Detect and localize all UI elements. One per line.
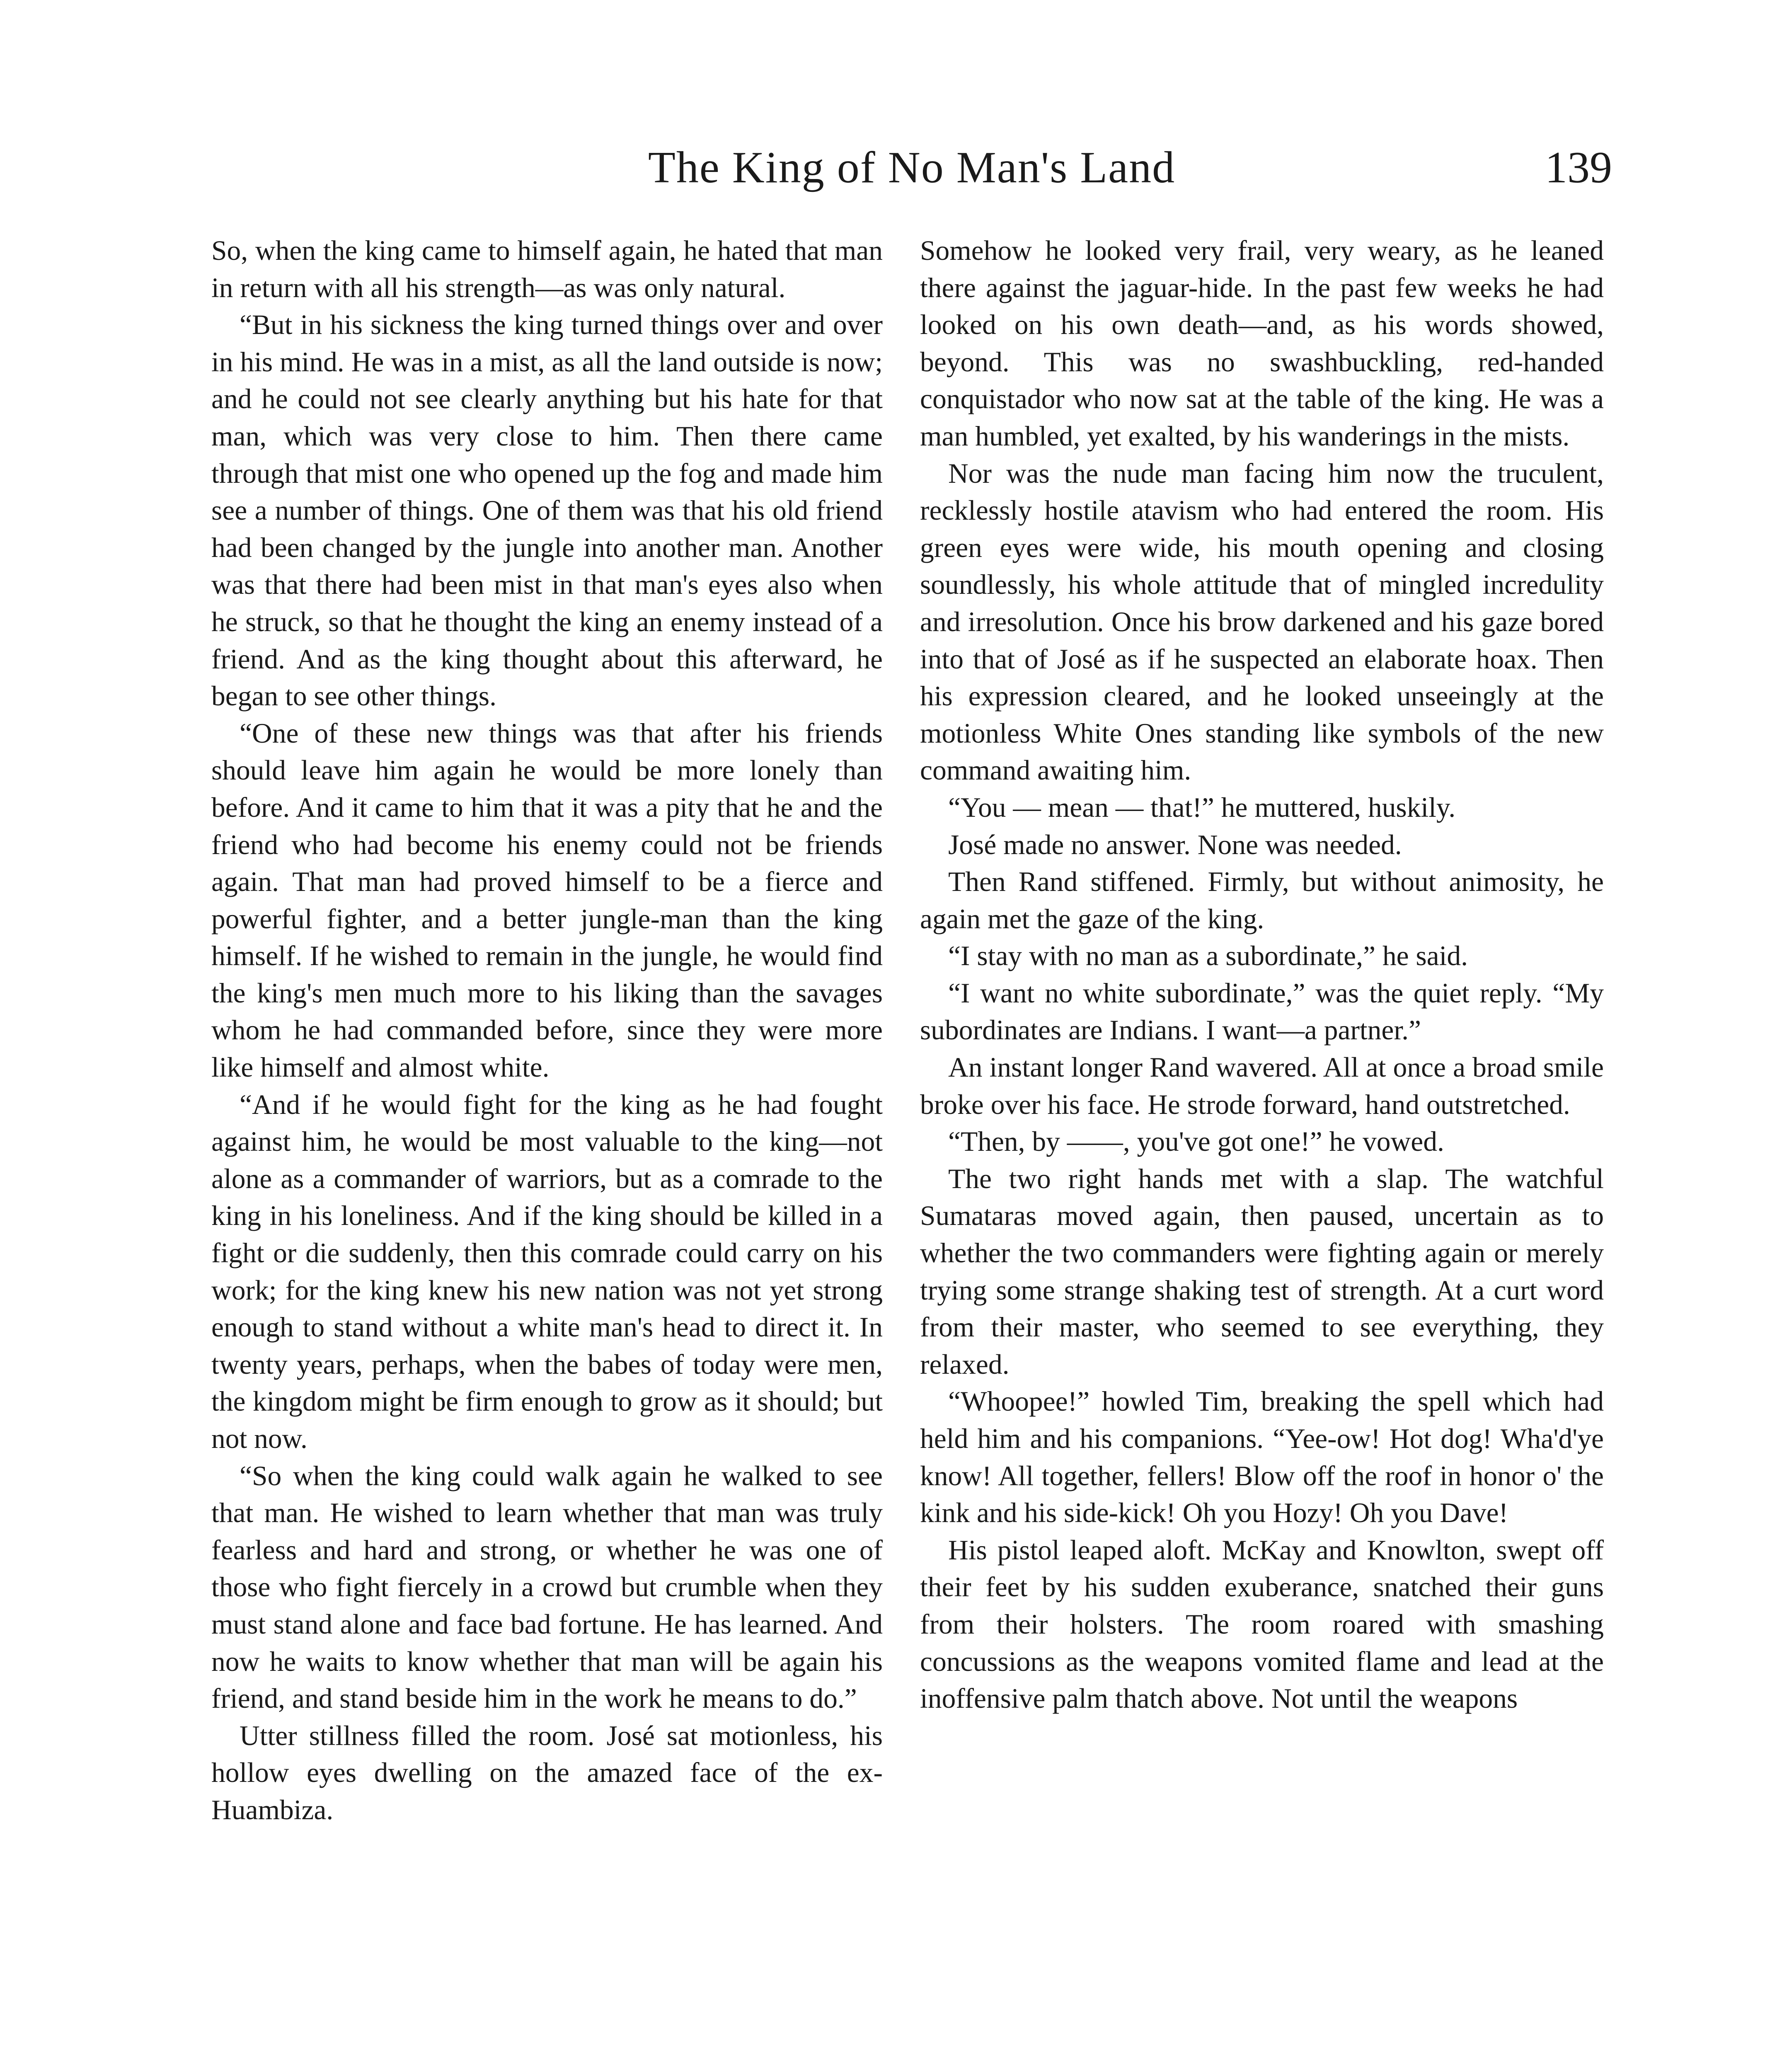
paragraph: “One of these new things was that after his friends should leave him again he would be more lonely than before. And it came to him that it was a pity that he and the friend who had become his enemy could not be friends again. That man had proved himself to be a fierce and powerful fighter, and a better jungle-man than the king himself. If he wished to remain in the jungle, he would find the king's men much more to his liking than the savages whom he had commanded before, since they were more like himself and almost white. [211,717,883,1083]
paragraph: Nor was the nude man facing him now the truculent, recklessly hostile atavism who had entered the room. His green eyes were wide, his mouth opening and closing soundlessly, his whole attitude that of mingled incredulity and irresolution. Once his brow darkened and his gaze bored into that of José as if he suspected an elaborate hoax. Then his expression cleared, and he looked unseeingly at the motionless White Ones standing like symbols of the new command awaiting him. [920,457,1604,786]
paragraph: Then Rand stiffened. Firmly, but without animosity, he again met the gaze of the king. [920,866,1604,934]
paragraph: Somehow he looked very frail, very weary, as he leaned there against the jaguar-hide. In the past few weeks he had looked on his own death—and, as his words showed, beyond. This was no swashbuckling, red-handed conquistador who now sat at the table of the king. He was a man humbled, yet exalted, by his wanderings in the mists. [920,235,1604,452]
paragraph: His pistol leaped aloft. McKay and Knowlton, swept off their feet by his sudden exuberance, snatched their guns from their holsters. The room roared with smashing concussions as the weapons vomited flame and lead at the inoffensive palm thatch above. Not until the weapons [920,1534,1604,1714]
left-column [211,232,883,2072]
paragraph: “Whoopee!” howled Tim, breaking the spell which had held him and his companions. “Yee-ow! Hot dog! Wha'd'ye know! All together, fellers! Blow off the roof in honor o' the kink and his side-kick! Oh you Hozy! Oh you Dave! [920,1386,1604,1529]
paragraph: So, when the king came to himself again, he hated that man in return with all his strength—as was only natural. [211,235,883,303]
running-title: The King of No Man's Land [648,143,1176,192]
paragraph: “You — mean — that!” he muttered, huskily. [948,792,1456,823]
paragraph: José made no answer. None was needed. [948,829,1402,860]
paragraph: The two right hands met with a slap. The watchful Sumataras moved again, then paused, uncertain as to whether the two commanders were fighting again or merely trying some strange shaking test of strength. At a curt word from their master, who seemed to see everything, they relaxed. [920,1163,1604,1380]
paragraph: “I stay with no man as a subordinate,” he said. [948,940,1468,972]
paragraph: An instant longer Rand wavered. All at once a broad smile broke over his face. He strode forward, hand outstretched. [920,1052,1604,1120]
paragraph: Utter stillness filled the room. José sat motionless, his hollow eyes dwelling on the amazed face of the ex-Huambiza. [211,1720,883,1825]
paragraph: “But in his sickness the king turned things over and over in his mind. He was in a mist, as all the land outside is now; and he could not see clearly anything but his hate for that man, which was very close to him. Then there came through that mist one who opened up the fog and made him see a number of things. One of them was that his old friend had been changed by the jungle into another man. Another was that there had been mist in that man's eyes also when he struck, so that he thought the king an enemy instead of a friend. And as the king thought about this afterward, he began to see other things. [211,309,883,712]
paragraph: “Then, by ——, you've got one!” he vowed. [948,1126,1444,1157]
running-header [211,137,1612,211]
paragraph: “And if he would fight for the king as he had fought against him, he would be most valuable to the king—not alone as a commander of warriors, but as a comrade to the king in his loneliness. And if the king should be killed in a fight or die suddenly, then this comrade could carry on his work; for the king knew his new nation was not yet strong enough to stand without a white man's head to direct it. In twenty years, perhaps, when the babes of today were men, the kingdom might be firm enough to grow as it should; but not now. [211,1089,883,1454]
paragraph: “I want no white subordinate,” was the quiet reply. “My subordinates are Indians. I want—a partner.” [920,977,1604,1046]
paragraph: “So when the king could walk again he walked to see that man. He wished to learn whether that man was truly fearless and hard and strong, or whether he was one of those who fight fiercely in a crowd but crumble when they must stand alone and face bad fortune. He has learned. And now he waits to know whether that man will be again his friend, and stand beside him in the work he means to do.” [211,1460,883,1714]
page-number: 139 [1545,143,1612,192]
right-column [920,232,1604,2072]
